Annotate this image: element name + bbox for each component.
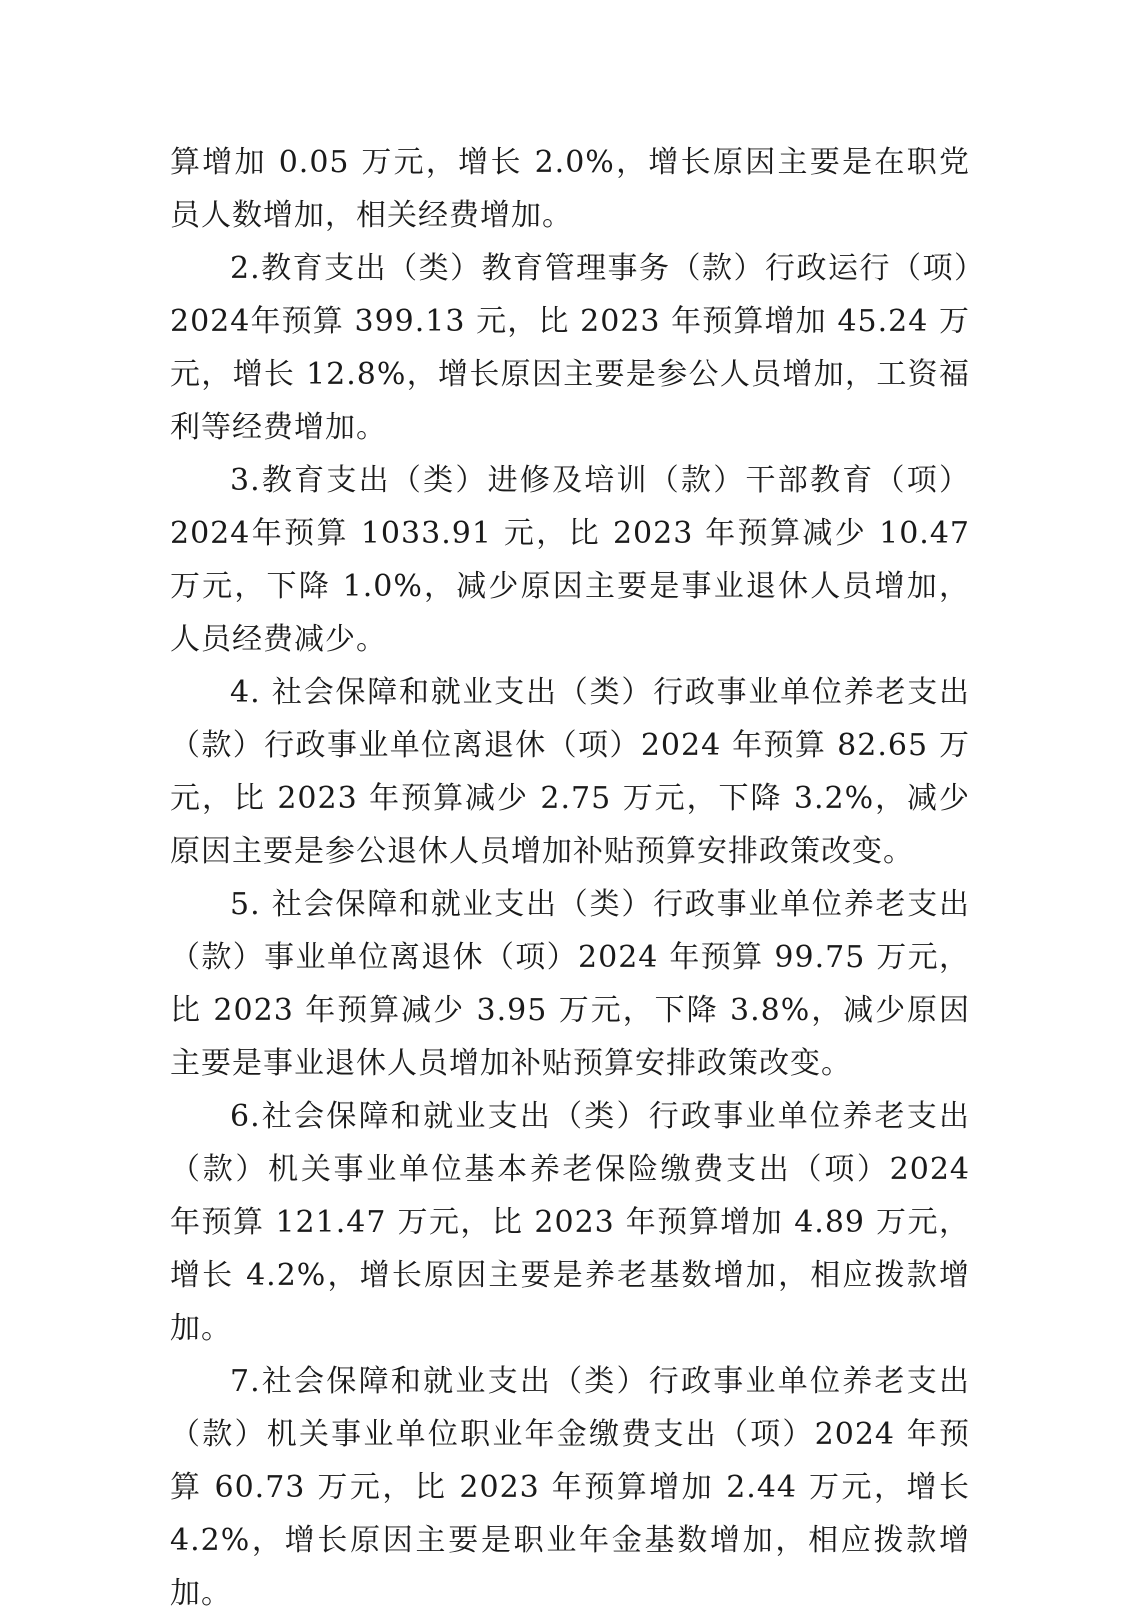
paragraph-continued: 算增加 0.05 万元，增长 2.0%，增长原因主要是在职党员人数增加，相关经费增加。 — [170, 145, 970, 233]
document-body — [170, 136, 970, 1620]
paragraph-item-5: 5. 社会保障和就业支出（类）行政事业单位养老支出（款）事业单位离退休（项）2024 年预算 99.75 万元，比 2023 年预算减少 3.95 万元，下降 3.8%，减少原因主要是事业退休人员增加补贴预算安排政策改变。 — [170, 887, 970, 1081]
paragraph-item-4: 4. 社会保障和就业支出（类）行政事业单位养老支出（款）行政事业单位离退休（项）2024 年预算 82.65 万元，比 2023 年预算减少 2.75 万元，下降 3.2%，减少原因主要是参公退休人员增加补贴预算安排政策改变。 — [170, 675, 970, 869]
paragraph-item-6: 6.社会保障和就业支出（类）行政事业单位养老支出（款）机关事业单位基本养老保险缴费支出（项）2024 年预算 121.47 万元，比 2023 年预算增加 4.89 万元，增长 4.2%，增长原因主要是养老基数增加，相应拨款增加。 — [170, 1099, 970, 1346]
paragraph-item-3: 3.教育支出（类）进修及培训（款）干部教育（项）2024年预算 1033.91 元，比 2023 年预算减少 10.47 万元，下降 1.0%，减少原因主要是事业退休人员增加，人员经费减少。 — [170, 463, 970, 657]
paragraph-item-2: 2.教育支出（类）教育管理事务（款）行政运行（项）2024年预算 399.13 元，比 2023 年预算增加 45.24 万元，增长 12.8%，增长原因主要是参公人员增加，工资福利等经费增加。 — [170, 251, 970, 445]
paragraph-item-7: 7.社会保障和就业支出（类）行政事业单位养老支出（款）机关事业单位职业年金缴费支出（项）2024 年预算 60.73 万元，比 2023 年预算增加 2.44 万元，增长 4.2%，增长原因主要是职业年金基数增加，相应拨款增加。 — [170, 1364, 970, 1611]
